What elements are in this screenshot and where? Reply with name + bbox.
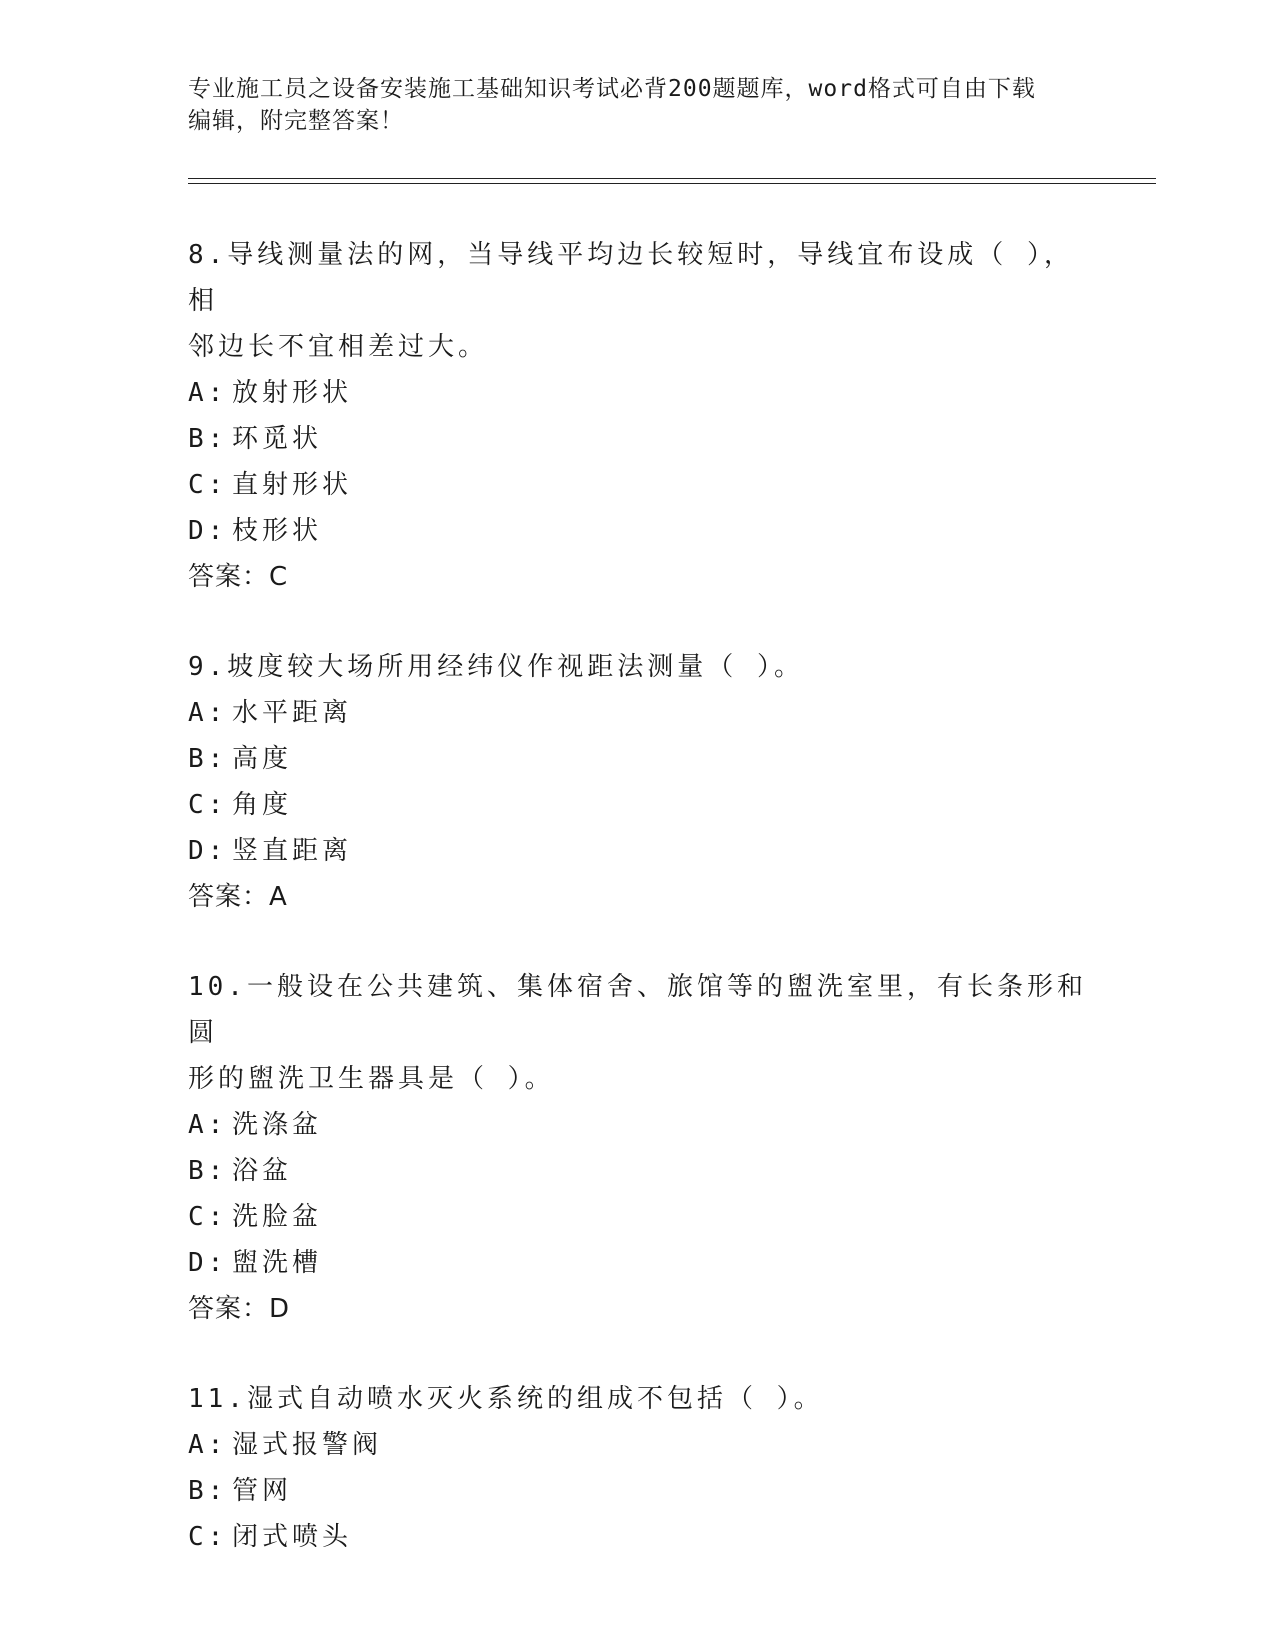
option-label: 枝形状 [232, 516, 323, 546]
option-b [188, 1148, 1088, 1194]
option-label: 湿式报警阀 [232, 1430, 383, 1460]
question-text-line-2: 形的盥洗卫生器具是（ ）。 [188, 1064, 555, 1094]
option-c [188, 782, 1088, 828]
option-label: 竖直距离 [232, 836, 353, 866]
option-a [188, 690, 1088, 736]
question-8 [188, 232, 1088, 600]
option-a [188, 370, 1088, 416]
option-label: 盥洗槽 [232, 1248, 323, 1278]
question-text-line-2: 邻边长不宜相差过大。 [188, 332, 489, 362]
spacer [188, 920, 1088, 964]
option-key: A: [188, 1430, 228, 1460]
option-key: B: [188, 744, 228, 774]
option-key: A: [188, 378, 228, 408]
option-key: D: [188, 516, 228, 546]
option-label: 洗脸盆 [232, 1202, 323, 1232]
header-divider-top [188, 178, 1156, 179]
option-label: 高度 [232, 744, 293, 774]
document-header [188, 73, 1088, 137]
option-label: 水平距离 [232, 698, 353, 728]
option-key: C: [188, 1202, 228, 1232]
option-label: 闭式喷头 [232, 1522, 353, 1552]
option-key: D: [188, 1248, 228, 1278]
option-d [188, 1240, 1088, 1286]
question-11 [188, 1376, 1088, 1560]
option-label: 浴盆 [232, 1156, 293, 1186]
question-text-line-1: 8.导线测量法的网，当导线平均边长较短时，导线宜布设成（ ），相 [188, 240, 1074, 316]
option-key: B: [188, 1476, 228, 1506]
option-key: A: [188, 1110, 228, 1140]
question-text-line-1: 10.一般设在公共建筑、集体宿舍、旅馆等的盥洗室里，有长条形和圆 [188, 972, 1087, 1048]
spacer [188, 1332, 1088, 1376]
option-d [188, 828, 1088, 874]
question-9 [188, 644, 1088, 920]
answer-line: 答案：C [188, 562, 289, 592]
answer-line: 答案：D [188, 1294, 291, 1324]
option-b [188, 1468, 1088, 1514]
option-c [188, 1194, 1088, 1240]
option-c [188, 462, 1088, 508]
header-line-1: 专业施工员之设备安装施工基础知识考试必背200题题库，word格式可自由下载 [188, 76, 1036, 102]
option-a [188, 1422, 1088, 1468]
option-b [188, 736, 1088, 782]
question-text-line-1: 9.坡度较大场所用经纬仪作视距法测量（ ）。 [188, 652, 804, 682]
option-label: 放射形状 [232, 378, 353, 408]
option-label: 洗涤盆 [232, 1110, 323, 1140]
option-a [188, 1102, 1088, 1148]
option-label: 角度 [232, 790, 293, 820]
option-b [188, 416, 1088, 462]
header-line-2: 编辑，附完整答案！ [188, 108, 404, 134]
option-d [188, 508, 1088, 554]
option-key: C: [188, 790, 228, 820]
option-label: 管网 [232, 1476, 293, 1506]
option-key: B: [188, 1156, 228, 1186]
option-c [188, 1514, 1088, 1560]
option-key: D: [188, 836, 228, 866]
answer-line: 答案：A [188, 882, 288, 912]
header-divider-bottom [188, 183, 1156, 184]
spacer [188, 600, 1088, 644]
option-label: 环觅状 [232, 424, 323, 454]
option-key: C: [188, 470, 228, 500]
question-list [188, 232, 1088, 1560]
option-key: C: [188, 1522, 228, 1552]
question-text-line-1: 11.湿式自动喷水灭火系统的组成不包括（ ）。 [188, 1384, 824, 1414]
question-10 [188, 964, 1088, 1332]
option-key: A: [188, 698, 228, 728]
option-label: 直射形状 [232, 470, 353, 500]
option-key: B: [188, 424, 228, 454]
